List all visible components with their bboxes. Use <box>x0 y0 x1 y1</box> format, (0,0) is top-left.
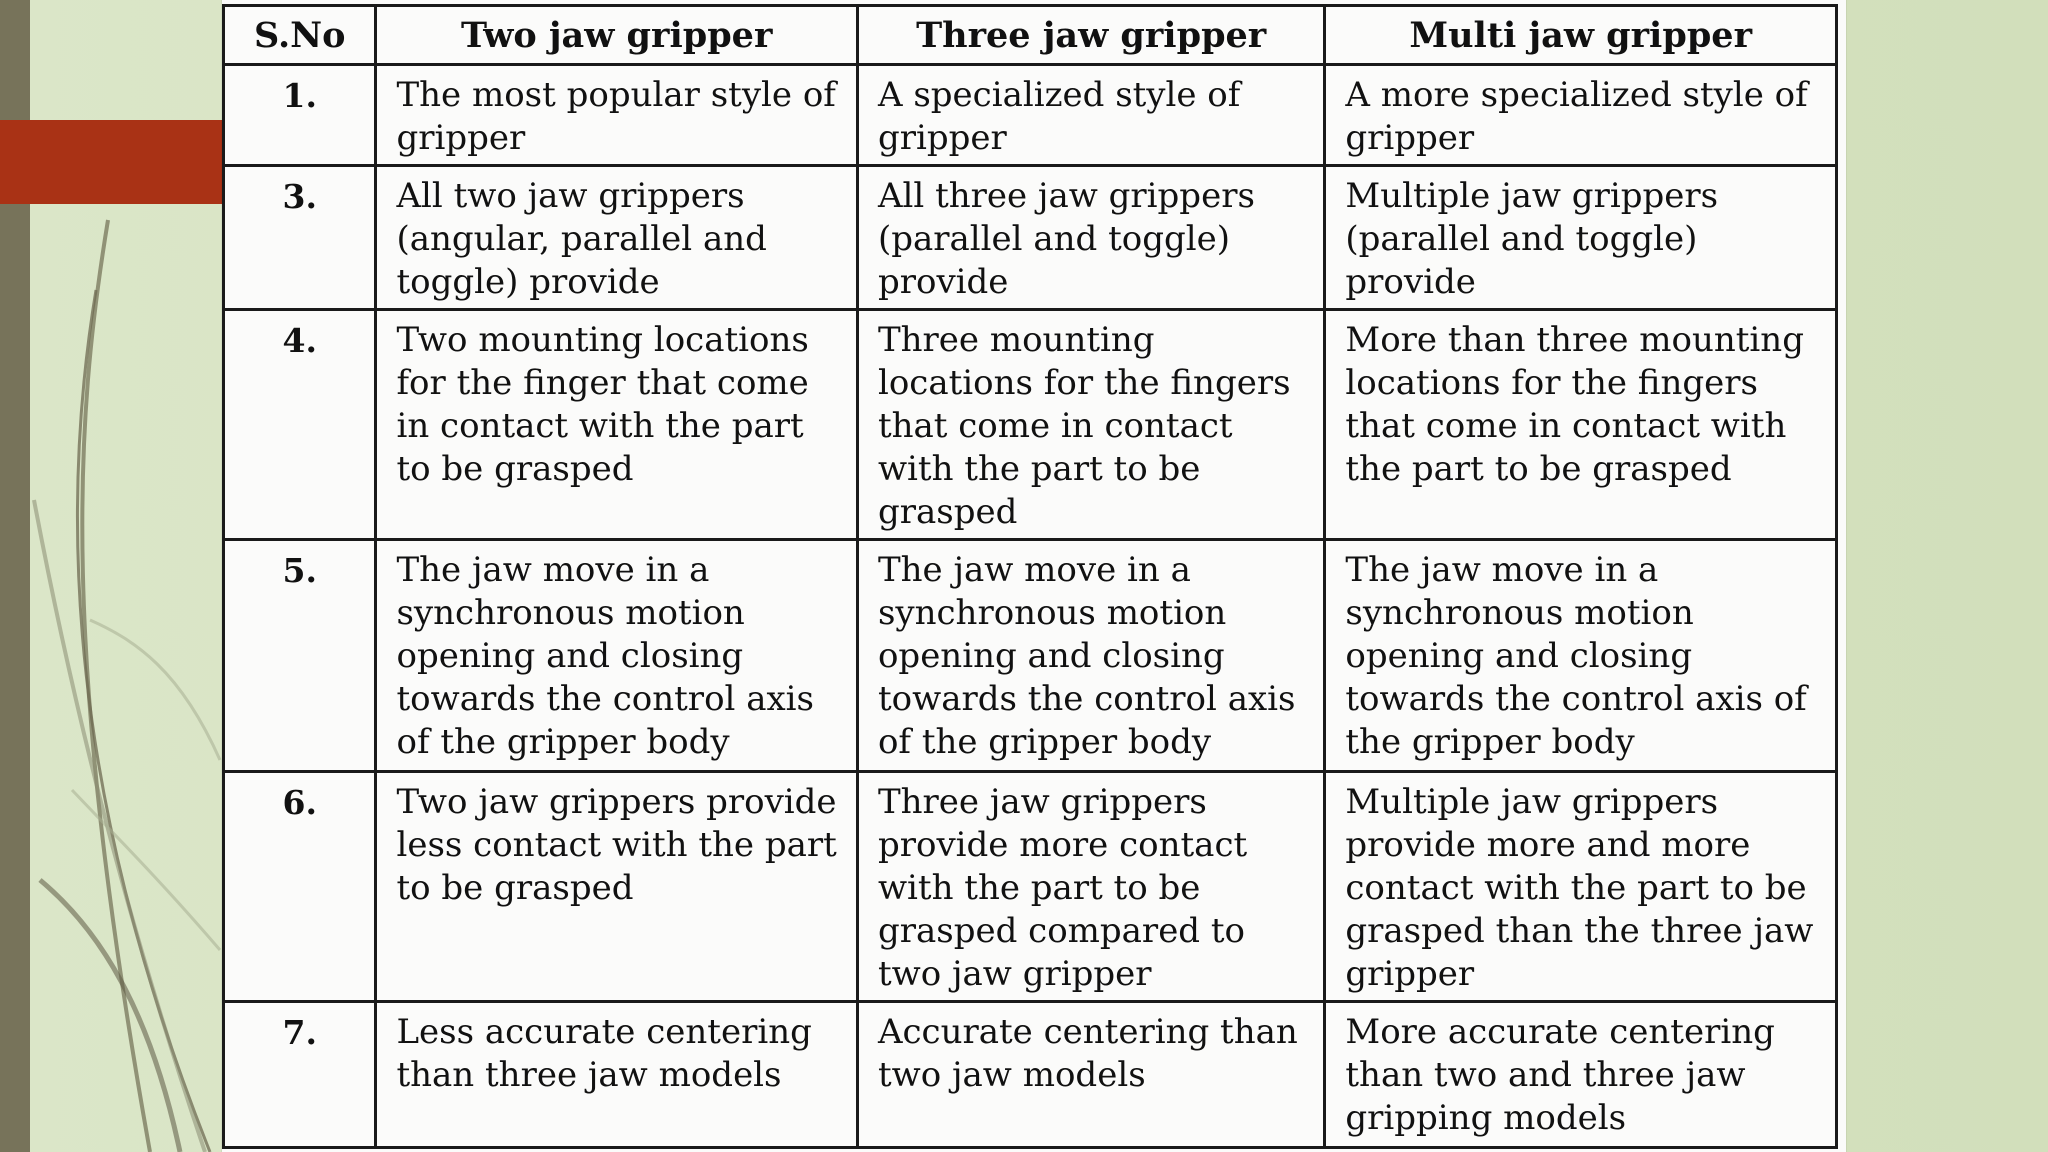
header-three-jaw-gripper: Three jaw gripper <box>857 6 1324 65</box>
table-row <box>224 166 1837 310</box>
two-jaw-cell: Two mounting locations for the finger that come in contact with the part to be grasped <box>376 310 857 540</box>
multi-jaw-cell: More than three mounting locations for the fingers that come in contact with the part to be grasped <box>1325 310 1837 540</box>
three-jaw-cell: Three jaw grippers provide more contact with the part to be grasped compared to two jaw gripper <box>857 772 1324 1002</box>
row-number: 3. <box>224 166 376 310</box>
gripper-comparison-table <box>222 4 1838 1149</box>
header-multi-jaw-gripper: Multi jaw gripper <box>1325 6 1837 65</box>
three-jaw-cell: Accurate centering than two jaw models <box>857 1002 1324 1148</box>
three-jaw-cell: The jaw move in a synchronous motion opening and closing towards the control axis of the gripper body <box>857 540 1324 772</box>
two-jaw-cell: Two jaw grippers provide less contact with the part to be grasped <box>376 772 857 1002</box>
row-number: 6. <box>224 772 376 1002</box>
three-jaw-cell: A specialized style of gripper <box>857 65 1324 166</box>
multi-jaw-cell: Multiple jaw grippers provide more and more contact with the part to be grasped than the three jaw gripper <box>1325 772 1837 1002</box>
row-number: 7. <box>224 1002 376 1148</box>
gripper-comparison-table-container <box>222 0 1846 1152</box>
header-two-jaw-gripper: Two jaw gripper <box>376 6 857 65</box>
table-row <box>224 310 1837 540</box>
multi-jaw-cell: Multiple jaw grippers (parallel and toggle) provide <box>1325 166 1837 310</box>
table-row <box>224 65 1837 166</box>
header-sno: S.No <box>224 6 376 65</box>
row-number: 1. <box>224 65 376 166</box>
accent-block <box>0 120 224 204</box>
two-jaw-cell: Less accurate centering than three jaw models <box>376 1002 857 1148</box>
table-header-row <box>224 6 1837 65</box>
table-row <box>224 540 1837 772</box>
table-row <box>224 1002 1837 1148</box>
multi-jaw-cell: The jaw move in a synchronous motion opening and closing towards the control axis of the gripper body <box>1325 540 1837 772</box>
table-row <box>224 772 1837 1002</box>
multi-jaw-cell: More accurate centering than two and three jaw gripping models <box>1325 1002 1837 1148</box>
multi-jaw-cell: A more specialized style of gripper <box>1325 65 1837 166</box>
three-jaw-cell: Three mounting locations for the fingers that come in contact with the part to be grasped <box>857 310 1324 540</box>
two-jaw-cell: The jaw move in a synchronous motion opening and closing towards the control axis of the gripper body <box>376 540 857 772</box>
row-number: 4. <box>224 310 376 540</box>
row-number: 5. <box>224 540 376 772</box>
two-jaw-cell: The most popular style of gripper <box>376 65 857 166</box>
three-jaw-cell: All three jaw grippers (parallel and toggle) provide <box>857 166 1324 310</box>
two-jaw-cell: All two jaw grippers (angular, parallel and toggle) provide <box>376 166 857 310</box>
